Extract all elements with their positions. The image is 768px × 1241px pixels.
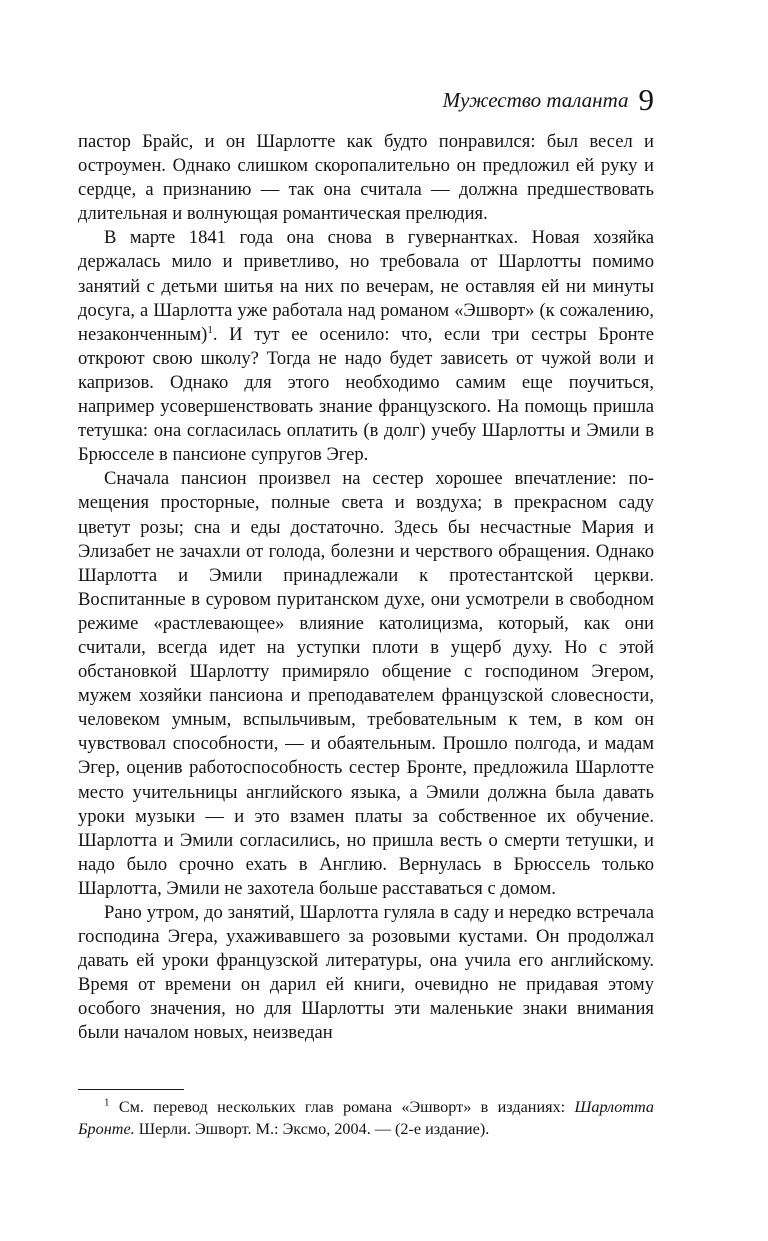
footnote-reference: 1 bbox=[207, 323, 213, 336]
paragraph-text: пастор Брайс, и он Шарлотте как будто понравился: был весел и остроумен. Однако слишком скоропалительно он предложил ей руку и сердце, а признанию — так она считала — должна предшествовать длительная и волнующая романтическая прелюдия. bbox=[78, 131, 654, 225]
paragraph bbox=[78, 467, 654, 901]
page-number: 9 bbox=[638, 82, 654, 117]
paragraph-text-continued: . И тут ее осенило: что, если три сестры Бронте откроют свою школу? Тогда не надо будет зависеть от чужой воли и капризов. Однако для этого необходимо самим еще поучиться, например усовершенствовать знание французского. На помощь пришла тетушка: она согласилась оплатить (в долг) учебу Шарлотты и Эмили в Брюсселе в пансионе супругов Эгер. bbox=[78, 323, 654, 466]
paragraph-text: Сначала пансион произвел на сестер хорошее впечатление: помещения просторные, полные света и воздуха; в прекрасном саду цветут розы; сна и еды достаточно. Здесь бы несчастные Мария и Элизабет не зачахли от голода, болезни и черствого обращения. Однако Шарлотта и Эмили принадлежали к протестантской церкви. Воспитанные в суровом пуританском духе, они усмотрели в свободном режиме «растлевающее» влияние католицизма, который, как они считали, всегда идет на уступки плоти в ущерб духу. Но с этой обстановкой Шарлотту примиряло общение с господином Эгером, мужем хозяйки пансиона и преподавателем французской словесности, человеком умным, вспыльчивым, требовательным к тем, в ком он чувствовал способности, — и обаятельным. Прошло полгода, и мадам Эгер, оценив работоспособность сестер Бронте, предложила Шарлотте место учительницы английского языка, а Эмили должна была давать уроки музыки — и это взамен платы за собственное их обучение. Шарлотта и Эмили согласились, но пришла весть о смерти тетушки, и надо было срочно ехать в Англию. Вернулась в Брюссель только Шарлотта, Эмили не захотела больше расставаться с домом. bbox=[78, 468, 654, 899]
footnote bbox=[78, 1096, 654, 1140]
footnote-divider bbox=[78, 1089, 184, 1090]
footnote-text-continued: Шерли. Эшворт. М.: Эксмо, 2004. — (2-е издание). bbox=[134, 1120, 490, 1138]
paragraph-continued bbox=[78, 130, 654, 226]
paragraph-text: В марте 1841 года она снова в гувернантках. Новая хозяйка держалась мило и приветливо, но требовала от Шарлотты помимо занятий с детьми шитья на них по вечерам, не оставляя ей ни минуты досуга, а Шарлотта уже работала над романом «Эшворт» (к сожалению, незаконченным) bbox=[78, 227, 654, 345]
paragraph bbox=[78, 901, 654, 1046]
paragraph-text: Рано утром, до занятий, Шарлотта гуляла в саду и нередко встречала господина Эгера, ухаживавшего за розовыми кустами. Он продолжал давать ей уроки французской литературы, она учила его английскому. Время от времени он дарил ей книги, очевидно не придавая этому особого значения, но для Шарлотты эти маленькие знаки внимания были началом новых, неизведан bbox=[78, 902, 654, 1044]
footnote-text: См. перевод нескольких глав романа «Эшворт» в изданиях: bbox=[109, 1098, 575, 1116]
running-head bbox=[78, 82, 654, 122]
paragraph bbox=[78, 226, 654, 467]
running-title: Мужество таланта bbox=[442, 88, 629, 112]
footnote-marker: 1 bbox=[104, 1096, 110, 1109]
footnote-author: Шарлотта Бронте. bbox=[78, 1098, 654, 1138]
body-text bbox=[78, 130, 654, 1046]
